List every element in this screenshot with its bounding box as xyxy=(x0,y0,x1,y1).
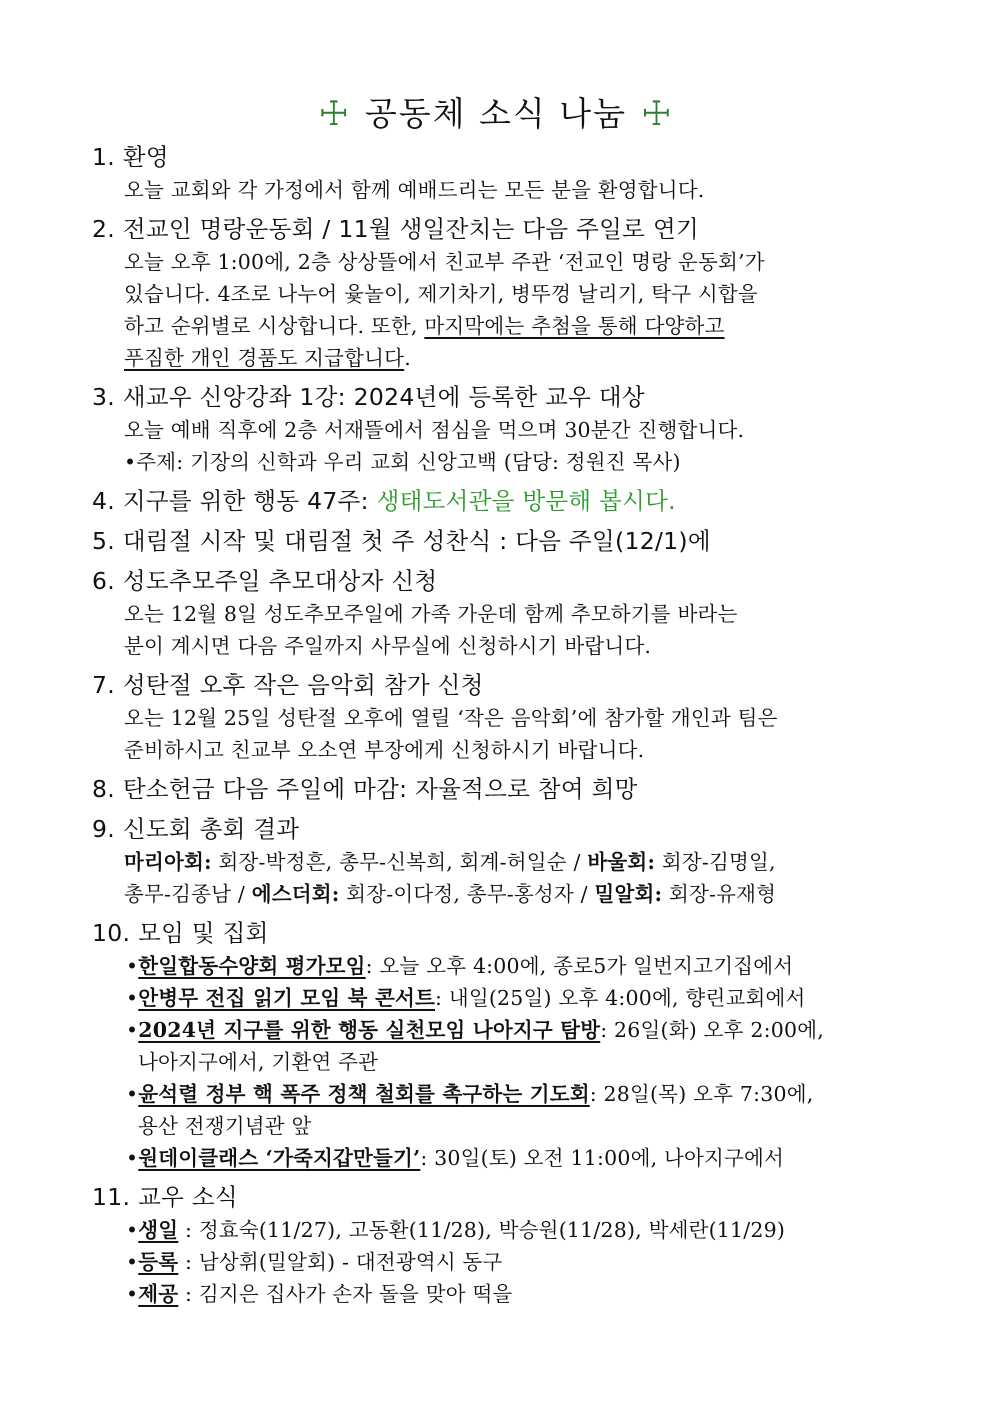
group-name: 마리아회: xyxy=(124,850,212,874)
meeting-name: 2024년 지구를 위한 행동 실천모임 나아지구 탐방 xyxy=(138,1018,601,1042)
news-item-1 xyxy=(92,140,902,206)
bullet-line xyxy=(92,1246,902,1278)
officers-text: 회장-유재형 xyxy=(662,882,777,906)
bullet-line xyxy=(92,1078,902,1110)
item-heading xyxy=(92,564,902,598)
meeting-detail: : 30일(토) 오전 11:00에, 나아지구에서 xyxy=(420,1146,785,1170)
item-number: 4. xyxy=(92,487,116,515)
item-body-line xyxy=(92,310,902,342)
bullet-icon: • xyxy=(126,1146,139,1170)
item-heading xyxy=(92,812,902,846)
item-body-line: 오는 12월 8일 성도추모주일에 가족 가운데 함께 추모하기를 바라는 xyxy=(124,602,738,626)
bullet-line xyxy=(92,1278,902,1310)
meeting-detail: : 내일(25일) 오후 4:00에, 향린교회에서 xyxy=(435,986,806,1010)
heading-text: 전교인 명랑운동회 / 11월 생일잔치는 다음 주일로 연기 xyxy=(122,215,699,243)
news-item-5 xyxy=(92,524,902,558)
item-body-line: 있습니다. 4조로 나누어 윷놀이, 제기차기, 병뚜껑 날리기, 탁구 시합을 xyxy=(124,282,758,306)
item-heading xyxy=(92,380,902,414)
heading-text: 대림절 시작 및 대림절 첫 주 성찬식 : 다음 주일(12/1)에 xyxy=(122,527,711,555)
news-detail: : 김지은 집사가 손자 돌을 맞아 떡을 xyxy=(178,1282,513,1306)
bullet-line xyxy=(92,1142,902,1174)
item-heading xyxy=(92,212,902,246)
highlight-text: 생태도서관을 방문해 봅시다. xyxy=(376,487,676,515)
meeting-name: 안병무 전집 읽기 모임 북 콘서트 xyxy=(138,986,436,1010)
news-item-8 xyxy=(92,772,902,806)
news-item-6 xyxy=(92,564,902,662)
meeting-detail: : 28일(목) 오후 7:30에, xyxy=(589,1082,814,1106)
underlined-text: 푸짐한 개인 경품도 지급합니다 xyxy=(124,346,405,370)
item-number: 2. xyxy=(92,215,116,243)
item-heading xyxy=(92,1180,902,1214)
item-number: 10. xyxy=(92,919,131,947)
item-number: 3. xyxy=(92,383,116,411)
bullet-icon: • xyxy=(126,1282,139,1306)
bullet-icon: • xyxy=(126,954,139,978)
officers-text: 회장-박정흔, 총무-신복희, 회계-허일순 / xyxy=(211,850,588,874)
bullet-continuation: 나아지구에서, 기환연 주관 xyxy=(138,1050,379,1074)
meeting-detail: : 오늘 오후 4:00에, 종로5가 일번지고기집에서 xyxy=(365,954,794,978)
bullet-icon: • xyxy=(126,1250,139,1274)
news-item-2 xyxy=(92,212,902,374)
group-name: 밀알회: xyxy=(594,882,663,906)
news-list xyxy=(92,140,902,1316)
heading-text: 성탄절 오후 작은 음악회 참가 신청 xyxy=(122,671,484,699)
group-name: 에스더회: xyxy=(251,882,340,906)
bullet-icon: • xyxy=(126,1018,139,1042)
item-heading xyxy=(92,668,902,702)
item-body-line xyxy=(92,878,902,910)
officers-text: 회장-이다정, 총무-홍성자 / xyxy=(339,882,595,906)
body-text: 하고 순위별로 시상합니다. 또한, xyxy=(124,314,425,338)
news-item-7 xyxy=(92,668,902,766)
heading-text: 모임 및 집회 xyxy=(138,919,269,947)
item-heading xyxy=(92,140,902,174)
page-title xyxy=(0,88,992,135)
news-item-10 xyxy=(92,916,902,1174)
item-number: 8. xyxy=(92,775,116,803)
item-number: 11. xyxy=(92,1183,131,1211)
news-detail: : 남상휘(밀알회) - 대전광역시 동구 xyxy=(178,1250,503,1274)
item-number: 7. xyxy=(92,671,116,699)
cross-icon: ☩ xyxy=(318,94,351,134)
news-label: 생일 xyxy=(138,1218,179,1242)
item-number: 1. xyxy=(92,143,116,171)
body-text: . xyxy=(404,346,411,370)
meeting-name: 윤석렬 정부 핵 폭주 정책 철회를 촉구하는 기도회 xyxy=(138,1082,590,1106)
item-body-line: 오늘 오후 1:00에, 2층 상상뜰에서 친교부 주관 ‘전교인 명랑 운동회’가 xyxy=(124,250,765,274)
item-number: 9. xyxy=(92,815,116,843)
bullet-icon: • xyxy=(126,1218,139,1242)
item-body-line: 오늘 예배 직후에 2층 서재뜰에서 점심을 먹으며 30분간 진행합니다. xyxy=(124,418,745,442)
item-heading xyxy=(92,916,902,950)
bullet-line xyxy=(92,1214,902,1246)
bullet-line xyxy=(92,982,902,1014)
item-heading xyxy=(92,484,902,518)
news-item-9 xyxy=(92,812,902,910)
officers-text: 총무-김종남 / xyxy=(124,882,252,906)
news-item-4 xyxy=(92,484,902,518)
bullet-icon: • xyxy=(126,986,139,1010)
bullet-line xyxy=(92,950,902,982)
news-item-3 xyxy=(92,380,902,478)
group-name: 바울회: xyxy=(587,850,656,874)
item-body-line xyxy=(92,342,902,374)
underlined-text: 마지막에는 추첨을 통해 다양하고 xyxy=(424,314,725,338)
heading-text: 지구를 위한 행동 47주: xyxy=(122,487,377,515)
bullet-icon: • xyxy=(126,1082,139,1106)
heading-text: 환영 xyxy=(122,143,169,171)
item-heading xyxy=(92,772,902,806)
officers-text: 회장-김명일, xyxy=(655,850,776,874)
heading-text: 교우 소식 xyxy=(138,1183,238,1211)
meeting-name: 원데이클래스 ‘가죽지갑만들기’ xyxy=(138,1146,421,1170)
title-text: 공동체 소식 나눔 xyxy=(364,94,628,133)
heading-text: 신도회 총회 결과 xyxy=(122,815,300,843)
item-body-line: 오는 12월 25일 성탄절 오후에 열릴 ‘작은 음악회’에 참가할 개인과 팀은 xyxy=(124,706,778,730)
bullet-line xyxy=(92,1014,902,1046)
item-number: 6. xyxy=(92,567,116,595)
bullet-continuation: 용산 전쟁기념관 앞 xyxy=(138,1114,312,1138)
cross-icon: ☩ xyxy=(641,94,674,134)
item-body-line xyxy=(92,846,902,878)
item-body-line: 준비하시고 친교부 오소연 부장에게 신청하시기 바랍니다. xyxy=(124,738,645,762)
item-body-line: 분이 계시면 다음 주일까지 사무실에 신청하시기 바랍니다. xyxy=(124,634,652,658)
item-heading xyxy=(92,524,902,558)
news-label: 제공 xyxy=(138,1282,179,1306)
news-detail: : 정효숙(11/27), 고동환(11/28), 박승원(11/28), 박세란(11/29) xyxy=(178,1218,786,1242)
item-number: 5. xyxy=(92,527,116,555)
item-body-line: •주제: 기장의 신학과 우리 교회 신앙고백 (담당: 정원진 목사) xyxy=(124,450,681,474)
item-body-line: 오늘 교회와 각 가정에서 함께 예배드리는 모든 분을 환영합니다. xyxy=(124,178,705,202)
heading-text: 탄소헌금 다음 주일에 마감: 자율적으로 참여 희망 xyxy=(122,775,638,803)
meeting-name: 한일합동수양회 평가모임 xyxy=(138,954,366,978)
news-label: 등록 xyxy=(138,1250,179,1274)
heading-text: 성도추모주일 추모대상자 신청 xyxy=(122,567,438,595)
meeting-detail: : 26일(화) 오후 2:00에, xyxy=(600,1018,824,1042)
news-item-11 xyxy=(92,1180,902,1310)
heading-text: 새교우 신앙강좌 1강: 2024년에 등록한 교우 대상 xyxy=(122,383,645,411)
